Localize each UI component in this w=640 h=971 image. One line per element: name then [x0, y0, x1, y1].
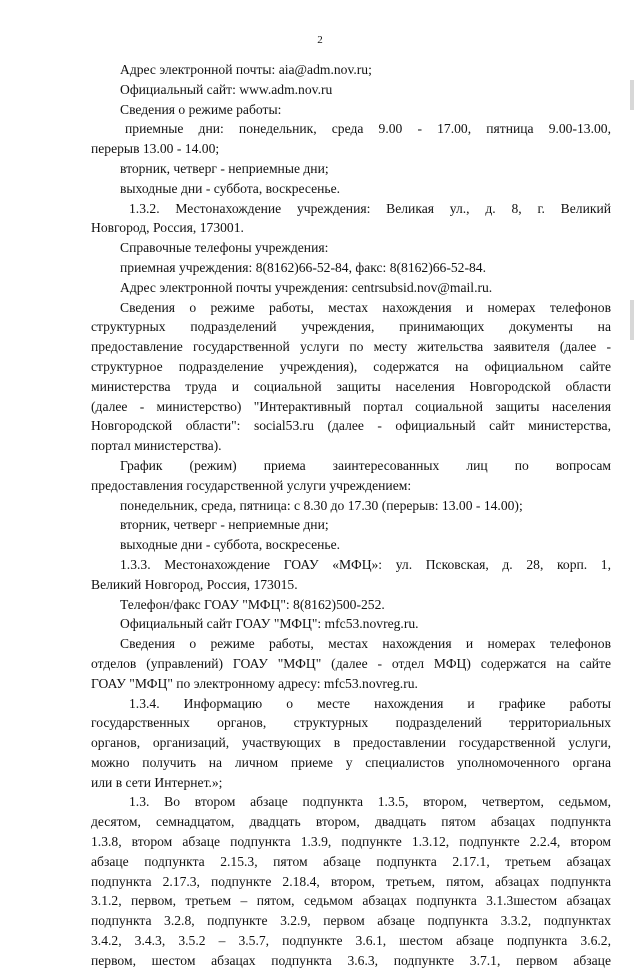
scan-edge-mark [630, 80, 634, 110]
text-line: 3.1.2, первом, третьем – пятом, седьмом абзацах подпункта 3.1.3шестом абзацах [91, 893, 611, 909]
text-line: органов, организаций, участвующих в предоставлении государственной услуги, [91, 735, 611, 751]
text-line: министерства труда и социальной защиты населения Новгородской области [91, 378, 611, 394]
text-line: перерыв 13.00 - 14.00; [91, 141, 220, 157]
text-line: вторник, четверг - неприемные дни; [120, 517, 329, 533]
text-line: (далее - министерство) "Интерактивный портал социальной защиты населения [91, 398, 611, 414]
text-line: Сведения о режиме работы, местах нахождения и номерах телефонов [120, 636, 611, 652]
text-line: структурное подразделение учреждения), содержатся на официальном сайте [91, 358, 611, 374]
text-line: предоставление государственной услуги по месту жительства заявителя (далее - [91, 339, 611, 355]
text-line: Сведения о режиме работы: [120, 101, 282, 117]
text-line: первом, шестом абзацах подпункта 3.6.3, подпункте 3.7.1, первом абзаце [91, 952, 611, 968]
text-line: портал министерства). [91, 438, 222, 454]
text-line: или в сети Интернет.»; [91, 774, 223, 790]
text-line: десятом, семнадцатом, двадцать втором, двадцать пятом абзацах подпункта [91, 814, 611, 830]
text-line: абзаце подпункта 2.15.3, пятом абзаце подпункта 2.17.1, третьем абзацах [91, 853, 611, 869]
text-line: приемная учреждения: 8(8162)66-52-84, факс: 8(8162)66-52-84. [120, 259, 486, 275]
text-line: Новгород, Россия, 173001. [91, 220, 244, 236]
text-line: государственных органов, структурных подразделений территориальных [91, 715, 611, 731]
text-line: подпункта 2.17.3, подпункте 2.18.4, втором, третьем, пятом, абзацах подпункта [91, 873, 611, 889]
text-line: 1.3.8, втором абзаце подпункта 1.3.9, подпункте 1.3.12, подпункте 2.2.4, втором [91, 834, 611, 850]
text-line: Сведения о режиме работы, местах нахождения и номерах телефонов [120, 299, 611, 315]
scan-edge-mark [630, 300, 634, 340]
document-body [91, 60, 611, 971]
page-number: 2 [317, 34, 323, 46]
text-line: 1.3.4. Информацию о месте нахождения и графике работы [129, 695, 611, 711]
text-line: вторник, четверг - неприемные дни; [120, 160, 329, 176]
text-line: Телефон/факс ГОАУ "МФЦ": 8(8162)500-252. [120, 596, 385, 612]
text-line: 3.4.2, 3.4.3, 3.5.2 – 3.5.7, подпункте 3.6.1, шестом абзаце подпункта 3.6.2, [91, 933, 611, 949]
text-line: Адрес электронной почты учреждения: centrsubsid.nov@mail.ru. [120, 279, 493, 295]
text-line: можно получить на личном приеме у специалистов уполномоченного органа [91, 754, 611, 770]
text-line: подпункта 3.2.8, подпункте 3.2.9, первом абзаце подпункта 3.3.2, подпунктах [91, 913, 611, 929]
text-line: 1.3. Во втором абзаце подпункта 1.3.5, втором, четвертом, седьмом, [129, 794, 611, 810]
text-line: понедельник, среда, пятница: с 8.30 до 17.30 (перерыв: 13.00 - 14.00); [120, 497, 523, 513]
text-line: Адрес электронной почты: aia@adm.nov.ru; [120, 62, 372, 77]
text-line: ГОАУ "МФЦ" по электронному адресу: mfc53.novreg.ru. [91, 675, 418, 691]
text-line: выходные дни - суббота, воскресенье. [120, 180, 341, 196]
text-line: Официальный сайт: www.adm.nov.ru [120, 81, 333, 97]
text-line: Справочные телефоны учреждения: [120, 240, 329, 256]
text-line: структурных подразделений учреждения, принимающих документы на [91, 319, 611, 335]
text-line: Великий Новгород, Россия, 173015. [91, 576, 298, 592]
text-line: 1.3.3. Местонахождение ГОАУ «МФЦ»: ул. Псковская, д. 28, корп. 1, [120, 556, 611, 572]
text-line: 1.3.2. Местонахождение учреждения: Великая ул., д. 8, г. Великий [129, 200, 611, 216]
text-line: Новгородской области": social53.ru (далее - официальный сайт министерства, [91, 418, 611, 434]
text-line: отделов (управлений) ГОАУ "МФЦ" (далее - отдел МФЦ) содержатся на сайте [91, 655, 611, 671]
text-line: Официальный сайт ГОАУ "МФЦ": mfc53.novreg.ru. [120, 616, 419, 632]
text-line: выходные дни - суббота, воскресенье. [120, 537, 341, 553]
text-line: График (режим) приема заинтересованных лиц по вопросам [120, 457, 611, 473]
text-line: приемные дни: понедельник, среда 9.00 - 17.00, пятница 9.00-13.00, [125, 121, 611, 137]
text-line: предоставления государственной услуги учреждением: [91, 477, 412, 493]
